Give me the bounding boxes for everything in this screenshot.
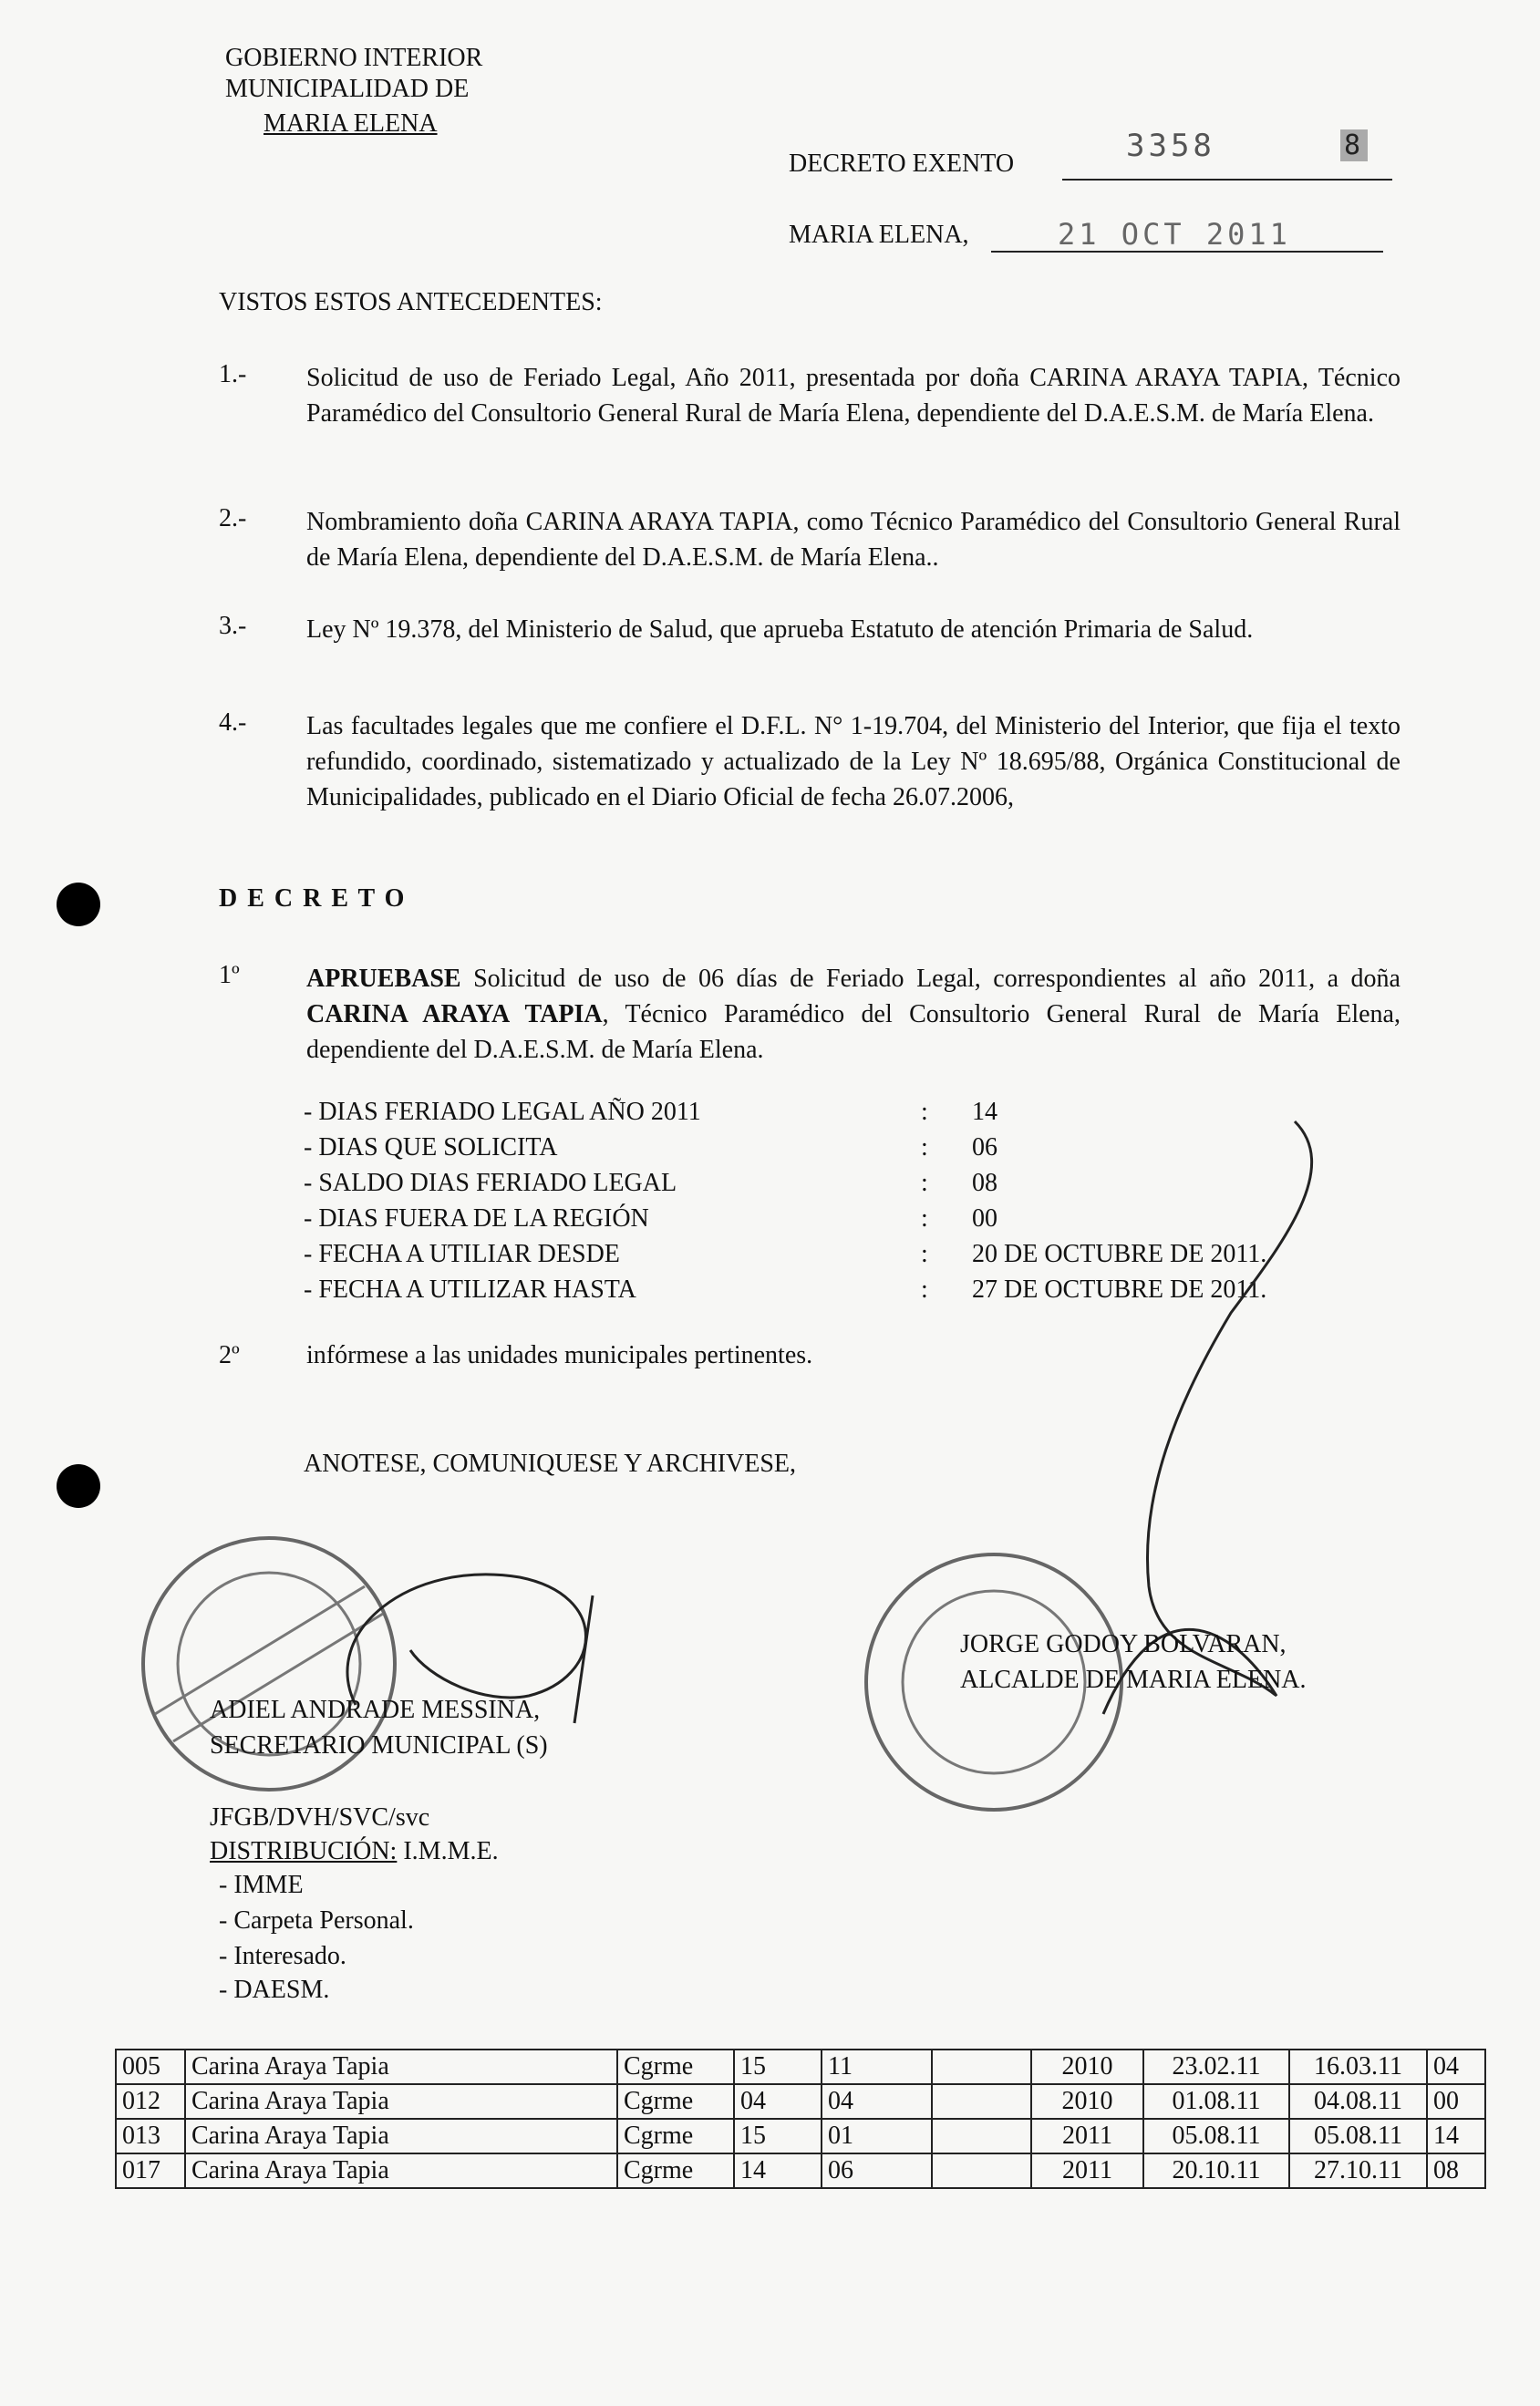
table-cell: Carina Araya Tapia xyxy=(185,2153,617,2188)
table-cell: 05.08.11 xyxy=(1289,2119,1427,2153)
distribution-item: - Interesado. xyxy=(219,1942,346,1970)
table-cell xyxy=(932,2084,1031,2119)
detail-label: - DIAS FUERA DE LA REGIÓN xyxy=(304,1204,649,1233)
detail-value: 27 DE OCTUBRE DE 2011. xyxy=(972,1275,1267,1304)
table-row xyxy=(116,2050,1485,2084)
table-cell: 00 xyxy=(1427,2084,1485,2119)
text: , Técnico Paramédico del Consultorio General Rural de María Elena, dependiente del D.A.E.S.M. de María Elena. xyxy=(306,1000,1400,1064)
detail-value: 06 xyxy=(972,1133,997,1162)
table-cell: Cgrme xyxy=(617,2119,734,2153)
table-cell: 15 xyxy=(734,2119,822,2153)
detail-value: 00 xyxy=(972,1204,997,1233)
colon: : xyxy=(921,1098,928,1126)
table-cell: 04.08.11 xyxy=(1289,2084,1427,2119)
decree-number-line xyxy=(1062,179,1392,181)
distribution xyxy=(210,1837,499,1866)
table-cell: 04 xyxy=(734,2084,822,2119)
item-number: 1.- xyxy=(219,360,247,388)
table-cell: 01 xyxy=(822,2119,932,2153)
table-cell xyxy=(932,2153,1031,2188)
distribution-item: - IMME xyxy=(219,1871,304,1899)
item-number: 2.- xyxy=(219,504,247,532)
leave-record-table xyxy=(115,2049,1486,2189)
article-1-text xyxy=(306,961,1400,1068)
item-text: Ley Nº 19.378, del Ministerio de Salud, que aprueba Estatuto de atención Primaria de Salud. xyxy=(306,615,1254,644)
table-cell: 11 xyxy=(822,2050,932,2084)
decree-label: DECRETO EXENTO xyxy=(789,150,1015,178)
table-cell: 04 xyxy=(822,2084,932,2119)
table-cell: 08 xyxy=(1427,2153,1485,2188)
decree-number-suffix: 8 xyxy=(1340,129,1368,161)
table-cell: Cgrme xyxy=(617,2084,734,2119)
secretary-name: ADIEL ANDRADE MESSINA, xyxy=(210,1696,541,1724)
article-number: 1º xyxy=(219,961,240,989)
table-cell: 14 xyxy=(734,2153,822,2188)
detail-label: - DIAS FERIADO LEGAL AÑO 2011 xyxy=(304,1098,701,1126)
table-cell: 005 xyxy=(116,2050,185,2084)
table-cell: 16.03.11 xyxy=(1289,2050,1427,2084)
item-text: Nombramiento doña CARINA ARAYA TAPIA, como Técnico Paramédico del Consultorio General Rural de María Elena, dependiente del D.A.E.S.M. de María Elena.. xyxy=(306,508,1400,572)
table-cell: 2011 xyxy=(1031,2119,1143,2153)
table-cell: 013 xyxy=(116,2119,185,2153)
mayor-title: ALCALDE DE MARIA ELENA. xyxy=(960,1666,1307,1694)
employee-name: CARINA ARAYA TAPIA xyxy=(306,1000,603,1028)
table-cell: 012 xyxy=(116,2084,185,2119)
table-cell: 04 xyxy=(1427,2050,1485,2084)
table-cell: 27.10.11 xyxy=(1289,2153,1427,2188)
detail-value: 20 DE OCTUBRE DE 2011. xyxy=(972,1240,1267,1268)
distribution-label: DISTRIBUCIÓN: xyxy=(210,1837,398,1865)
table-row xyxy=(116,2084,1485,2119)
date-stamp: 21 OCT 2011 xyxy=(1058,217,1291,252)
detail-label: - DIAS QUE SOLICITA xyxy=(304,1133,558,1162)
initials: JFGB/DVH/SVC/svc xyxy=(210,1803,430,1832)
distribution-item: - Carpeta Personal. xyxy=(219,1906,414,1935)
table-row xyxy=(116,2119,1485,2153)
detail-label: - SALDO DIAS FERIADO LEGAL xyxy=(304,1169,677,1197)
table-cell: 2010 xyxy=(1031,2084,1143,2119)
table-cell: 2011 xyxy=(1031,2153,1143,2188)
item-number: 4.- xyxy=(219,708,247,737)
place-label: MARIA ELENA, xyxy=(789,221,969,249)
colon: : xyxy=(921,1204,928,1233)
item-number: 3.- xyxy=(219,612,247,640)
table-cell: 23.02.11 xyxy=(1143,2050,1289,2084)
article-number: 2º xyxy=(219,1341,240,1369)
detail-value: 14 xyxy=(972,1098,997,1126)
closing-text: ANOTESE, COMUNIQUESE Y ARCHIVESE, xyxy=(304,1450,797,1478)
colon: : xyxy=(921,1275,928,1304)
punch-hole xyxy=(57,883,100,926)
table-cell: 01.08.11 xyxy=(1143,2084,1289,2119)
article-2-text: infórmese a las unidades municipales pertinentes. xyxy=(306,1341,813,1369)
table-cell: Carina Araya Tapia xyxy=(185,2119,617,2153)
table-cell: 15 xyxy=(734,2050,822,2084)
table-cell: 2010 xyxy=(1031,2050,1143,2084)
detail-label: - FECHA A UTILIZAR HASTA xyxy=(304,1275,636,1304)
table-cell: Cgrme xyxy=(617,2050,734,2084)
vistos-title: VISTOS ESTOS ANTECEDENTES: xyxy=(219,288,603,316)
detail-label: - FECHA A UTILIAR DESDE xyxy=(304,1240,620,1268)
item-text: Las facultades legales que me confiere el D.F.L. N° 1-19.704, del Ministerio del Interior, que fija el texto refundido, coordinado, sistematizado y actualizado de la Ley Nº 18.695/88, Orgánica Constitucional de Municipalidades, publicado en el Diario Oficial de fecha 26.07.2006, xyxy=(306,712,1400,811)
table-cell xyxy=(932,2119,1031,2153)
table-cell: Carina Araya Tapia xyxy=(185,2050,617,2084)
table-cell: 05.08.11 xyxy=(1143,2119,1289,2153)
mayor-name: JORGE GODOY BOLVARAN, xyxy=(960,1630,1287,1658)
item-text: Solicitud de uso de Feriado Legal, Año 2011, presentada por doña CARINA ARAYA TAPIA, Técnico Paramédico del Consultorio General Rural de María Elena, dependiente del D.A.E.S.M. de María Elena. xyxy=(306,364,1400,428)
table-row xyxy=(116,2153,1485,2188)
table-cell xyxy=(932,2050,1031,2084)
distribution-value: I.M.M.E. xyxy=(397,1837,499,1865)
table-cell: Cgrme xyxy=(617,2153,734,2188)
punch-hole xyxy=(57,1464,100,1508)
table-cell: Carina Araya Tapia xyxy=(185,2084,617,2119)
colon: : xyxy=(921,1133,928,1162)
signature-left xyxy=(301,1541,647,1760)
table-cell: 14 xyxy=(1427,2119,1485,2153)
colon: : xyxy=(921,1240,928,1268)
colon: : xyxy=(921,1169,928,1197)
decree-number: 3358 xyxy=(1126,128,1215,164)
secretary-title: SECRETARIO MUNICIPAL (S) xyxy=(210,1731,548,1760)
table-cell: 20.10.11 xyxy=(1143,2153,1289,2188)
distribution-item: - DAESM. xyxy=(219,1976,330,2004)
table-cell: 06 xyxy=(822,2153,932,2188)
header-line2: MUNICIPALIDAD DE xyxy=(225,75,470,103)
decreto-title: D E C R E T O xyxy=(219,884,407,913)
header-line1: GOBIERNO INTERIOR xyxy=(225,44,483,72)
text: Solicitud de uso de 06 días de Feriado Legal, correspondientes al año 2011, a doña xyxy=(460,965,1400,993)
header-line3: MARIA ELENA xyxy=(264,109,438,138)
table-cell: 017 xyxy=(116,2153,185,2188)
approve-keyword: APRUEBASE xyxy=(306,965,461,993)
detail-value: 08 xyxy=(972,1169,997,1197)
